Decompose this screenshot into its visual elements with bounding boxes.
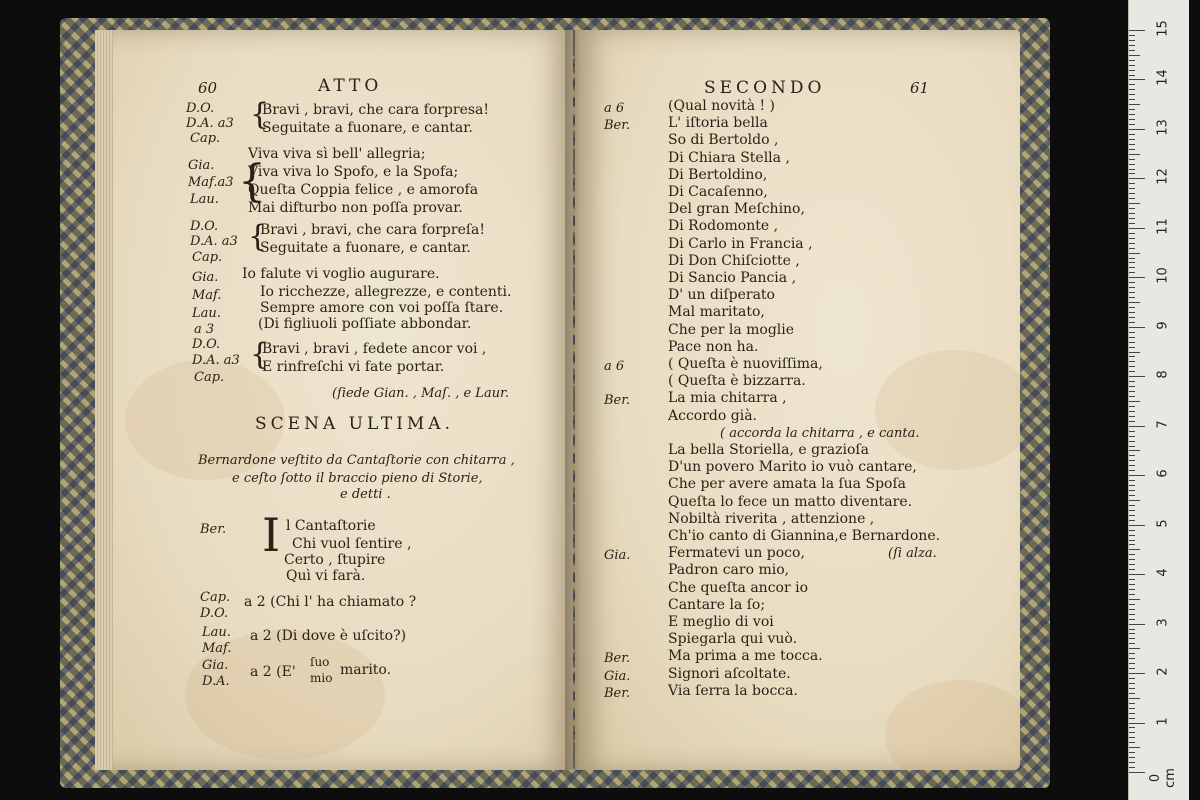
ruler-tick (1129, 549, 1140, 550)
ruler-tick (1129, 446, 1135, 447)
ruler-tick (1129, 154, 1140, 155)
left-page-number: 60 (198, 79, 218, 97)
verse-line: marito. (340, 662, 392, 678)
verse-line: ( accorda la chitarra , e canta. (720, 425, 920, 441)
speaker-label: Maf. (202, 641, 232, 656)
ruler-tick (1129, 485, 1135, 486)
verse-line: Bravi , bravi , fedete ancor voi , (262, 341, 487, 357)
ruler-tick (1129, 65, 1135, 66)
ruler-tick (1129, 178, 1145, 179)
book-gutter (565, 30, 581, 770)
ruler-tick (1129, 752, 1135, 753)
stage-direction: (ſiede Gian. , Maſ. , e Laur. (332, 386, 509, 401)
speaker-label: Maf. (192, 288, 222, 303)
ruler-tick (1129, 396, 1135, 397)
speaker-label: Gia. (202, 658, 229, 673)
ruler-tick (1129, 258, 1135, 259)
ruler-tick (1129, 104, 1140, 105)
verse-line: Di Chiara Stella , (668, 149, 790, 166)
verse-line: Viva viva lo Spofo, e la Spofa; (248, 164, 459, 180)
speaker-label: Gia. (604, 668, 631, 684)
ruler-tick (1129, 371, 1135, 372)
speaker-label: Gia. (192, 270, 219, 285)
verse-line: Di Rodomonte , (668, 218, 779, 235)
ruler-tick (1129, 604, 1135, 605)
speaker-label: Lau. (190, 192, 219, 207)
verse-line: Che per avere amata la ſua Spoſa (668, 476, 906, 493)
ruler-tick (1129, 312, 1135, 313)
ruler-tick (1129, 436, 1135, 437)
ruler-tick (1129, 599, 1140, 600)
ruler-tick (1129, 164, 1135, 165)
ruler-tick (1129, 386, 1135, 387)
ruler-tick (1129, 609, 1135, 610)
ruler-tick (1129, 332, 1135, 333)
ruler-tick (1129, 99, 1135, 100)
ruler-tick (1129, 327, 1145, 328)
verse-line: Che queſta ancor io (668, 579, 809, 596)
ruler-tick (1129, 317, 1135, 318)
ruler-tick (1129, 307, 1135, 308)
ruler-tick (1129, 530, 1135, 531)
ruler-tick (1129, 342, 1135, 343)
verse-line: Padron caro mio, (668, 562, 790, 579)
speaker-label: Maf.a3 (188, 175, 234, 190)
speaker-label: D.A. a3 (190, 234, 238, 249)
ruler-tick (1129, 114, 1135, 115)
ruler-tick (1129, 465, 1135, 466)
ruler-tick (1129, 361, 1135, 362)
ruler-label: 6 (1155, 469, 1171, 478)
speaker-label: Cap. (192, 250, 223, 265)
ruler-tick (1129, 203, 1140, 204)
ruler-tick (1129, 589, 1135, 590)
verse-line: a 2 (E' (250, 664, 296, 680)
ruler-tick (1129, 272, 1135, 273)
speaker-label: D.A. (202, 674, 230, 689)
speaker-label: Ber. (200, 522, 227, 537)
speaker-label: Lau. (192, 306, 221, 321)
speaker-label: Ber. (604, 118, 631, 134)
speaker-label: D.O. (200, 606, 229, 621)
verse-line: D'un povero Marito io vuò cantare, (668, 459, 917, 476)
speaker-label: D.O. (190, 219, 219, 234)
ruler-label: 12 (1155, 168, 1171, 186)
verse-line: Io ricchezze, allegrezze, e contenti. (260, 284, 512, 300)
verse-line: (Di figliuoli poſſiate abbondar. (258, 316, 472, 332)
ruler-tick (1129, 668, 1135, 669)
ruler-tick (1129, 757, 1135, 758)
ruler-tick (1129, 480, 1135, 481)
ruler-tick (1129, 678, 1135, 679)
verse-line: Di Don Chiſciotte , (668, 252, 800, 269)
ruler-tick (1129, 470, 1135, 471)
speaker-label: Lau. (202, 625, 231, 640)
ruler-tick (1129, 658, 1135, 659)
ruler-tick (1129, 693, 1135, 694)
ruler-tick (1129, 515, 1135, 516)
speaker-label: Ber. (604, 651, 631, 667)
page-edges (95, 30, 113, 770)
ruler-tick (1129, 713, 1135, 714)
ruler-tick (1129, 559, 1135, 560)
ruler-tick (1129, 89, 1135, 90)
verse-line: Seguitate a fuonare, e cantar. (260, 240, 471, 256)
ruler-label: 1 (1155, 716, 1171, 726)
ruler-tick (1129, 119, 1135, 120)
ruler-tick (1129, 495, 1135, 496)
ruler-tick (1129, 352, 1140, 353)
ruler-tick (1129, 30, 1145, 31)
verse-line: l Cantaſtorie (286, 518, 376, 534)
ruler-tick (1129, 564, 1135, 565)
ruler-tick (1129, 708, 1135, 709)
ruler-tick (1129, 544, 1135, 545)
ruler-tick (1129, 688, 1135, 689)
ruler-tick (1129, 673, 1145, 674)
drop-cap: I (262, 508, 281, 562)
ruler-tick (1129, 79, 1145, 80)
verse-line: Che per la moglie (668, 321, 795, 338)
ruler-tick (1129, 238, 1135, 239)
ruler-tick (1129, 124, 1135, 125)
ruler-tick (1129, 134, 1135, 135)
ruler-tick (1129, 619, 1135, 620)
scene-description: Bernardone veſtito da Cantaſtorie con chitarra , (198, 453, 515, 468)
ruler-tick (1129, 554, 1135, 555)
ruler-tick (1129, 505, 1135, 506)
verse-line: (Qual novità ! ) (668, 98, 776, 114)
ruler-tick (1129, 282, 1135, 283)
ruler-tick (1129, 727, 1135, 728)
scene-title: SCENA ULTIMA. (255, 414, 454, 434)
verse-line: Queſta Coppia felice , e amorofa (248, 182, 479, 198)
verse-line: D' un diſperato (668, 287, 775, 304)
ruler-tick (1129, 416, 1135, 417)
ruler-tick (1129, 183, 1135, 184)
ruler-tick (1129, 347, 1135, 348)
verse-line: La bella Storiella, e grazioſa (668, 442, 869, 458)
verse-line: E meglio di voi (668, 614, 774, 630)
ruler-label: 3 (1155, 617, 1171, 627)
verse-line: Sempre amore con voi poſſa ſtare. (260, 300, 504, 316)
ruler-label: 11 (1155, 218, 1171, 235)
ruler-tick (1129, 450, 1140, 451)
ruler-tick (1129, 648, 1140, 649)
verse-line: Io falute vi voglio augurare. (242, 266, 440, 282)
ruler-tick (1129, 381, 1135, 382)
ruler-tick (1129, 574, 1145, 575)
ruler-tick (1129, 614, 1135, 615)
brace: { (250, 337, 270, 372)
verse-line: ( Queſta è bizzarra. (668, 373, 806, 390)
ruler-tick (1129, 723, 1145, 724)
verse-line: Nobiltà riverita , attenzione , (668, 510, 875, 527)
verse-line: La mia chitarra , (668, 390, 787, 407)
ruler-tick (1129, 243, 1135, 244)
ruler-tick (1129, 129, 1145, 130)
scene-description: e ceſto ſotto il braccio pieno di Storie, (232, 471, 483, 486)
verse-line: So di Bertoldo , (668, 132, 779, 149)
verse-line: Ch'io canto di Giannina,e Bernardone. (668, 528, 941, 544)
ruler-tick (1129, 173, 1135, 174)
ruler-label: 9 (1155, 321, 1171, 330)
verse-line: Cantare la ſo; (668, 596, 766, 613)
ruler-tick (1129, 638, 1135, 639)
ruler-tick (1129, 139, 1135, 140)
scene-description: e detti . (340, 487, 391, 502)
verse-line: Signori aſcoltate. (668, 665, 791, 682)
verse-line: Accordo già. (668, 407, 757, 424)
ruler-tick (1129, 376, 1145, 377)
ruler-tick (1129, 401, 1140, 402)
speaker-label: a 6 (604, 101, 625, 116)
speaker-label: Ber. (604, 685, 631, 701)
ruler-tick (1129, 718, 1135, 719)
ruler-tick (1129, 475, 1145, 476)
speaker-label: a 6 (604, 359, 625, 374)
verse-line: Chi vuol ſentire , (292, 536, 412, 552)
ruler-label: 5 (1155, 519, 1171, 528)
ruler-tick (1129, 213, 1135, 214)
ruler-tick (1129, 737, 1135, 738)
ruler-label: 14 (1155, 69, 1171, 87)
ruler-tick (1129, 703, 1135, 704)
left-running-header: ATTO (318, 76, 383, 96)
ruler-tick (1129, 569, 1135, 570)
ruler-tick (1129, 253, 1140, 254)
ruler-tick (1129, 762, 1135, 763)
ruler-label: 7 (1155, 420, 1171, 429)
ruler-tick (1129, 490, 1135, 491)
ruler-tick (1129, 302, 1140, 303)
verse-line: Bravi , bravi, che cara forpresa! (262, 102, 490, 118)
speaker-label: Cap. (200, 590, 231, 605)
ruler-tick (1129, 455, 1135, 456)
ruler-tick (1129, 169, 1135, 170)
ruler-tick (1129, 510, 1135, 511)
ruler-tick (1129, 594, 1135, 595)
ruler-tick (1129, 109, 1135, 110)
ruler-tick (1129, 193, 1135, 194)
ruler-tick (1129, 747, 1140, 748)
ruler-tick (1129, 70, 1135, 71)
verse-line: Quì vi farà. (286, 568, 366, 584)
ruler-tick (1129, 391, 1135, 392)
ruler-tick (1129, 248, 1135, 249)
ruler-tick (1129, 732, 1135, 733)
ruler-tick (1129, 188, 1135, 189)
ruler-label: 13 (1155, 119, 1171, 136)
ruler-tick (1129, 411, 1135, 412)
ruler-tick (1129, 40, 1135, 41)
ruler-tick (1129, 94, 1135, 95)
ruler-tick (1129, 45, 1135, 46)
speaker-label: D.A. a3 (192, 353, 240, 368)
verse-line: Del gran Meſchino, (668, 201, 805, 218)
ruler-tick (1129, 356, 1135, 357)
ruler-tick (1129, 75, 1135, 76)
ruler-label: 10 (1155, 267, 1171, 285)
ruler-tick (1129, 767, 1135, 768)
ruler-tick (1129, 653, 1135, 654)
ruler-tick (1129, 218, 1135, 219)
ruler-tick (1129, 223, 1135, 224)
speaker-label: Gia. (604, 548, 631, 564)
speaker-label: D.A. a3 (186, 116, 234, 131)
ruler-tick (1129, 406, 1135, 407)
verse-line: Seguitate a fuonare, e cantar. (262, 120, 473, 136)
ruler-tick (1129, 431, 1135, 432)
ruler-label: 2 (1155, 667, 1171, 676)
brace: { (238, 156, 266, 207)
verse-line: Di Sancio Pancia , (668, 270, 797, 286)
verse-line: Mai difturbo non poſſa provar. (248, 200, 463, 216)
verse-line: Fermatevi un poco, (668, 545, 805, 562)
ruler-tick (1129, 500, 1140, 501)
verse-alternative: mio (310, 671, 333, 685)
speaker-label: Cap. (194, 370, 225, 385)
ruler-tick (1129, 584, 1135, 585)
right-page-number: 61 (910, 79, 930, 97)
speaker-label: D.O. (186, 101, 215, 116)
ruler-tick (1129, 208, 1135, 209)
verse-line: a 2 (Chi l' ha chiamato ? (244, 594, 417, 610)
verse-line: Certo , ſtupire (284, 552, 386, 568)
ruler-tick (1129, 426, 1145, 427)
ruler-tick (1129, 159, 1135, 160)
ruler-tick (1129, 525, 1145, 526)
ruler-tick (1129, 624, 1145, 625)
ruler-label: 4 (1155, 568, 1171, 577)
verse-line: Pace non ha. (668, 338, 759, 355)
ruler-tick (1129, 198, 1135, 199)
verse-line: Viva viva sì bell' allegria; (248, 146, 426, 162)
ruler-tick (1129, 520, 1135, 521)
ruler-tick (1129, 460, 1135, 461)
ruler-tick (1129, 322, 1135, 323)
brace: { (248, 219, 268, 254)
verse-line: E rinfreſchi vi fate portar. (262, 359, 445, 375)
brace: { (250, 97, 270, 132)
ruler-tick (1129, 683, 1135, 684)
ruler-tick (1129, 663, 1135, 664)
ruler-label: 8 (1155, 370, 1171, 379)
verse-line: Ma prima a me tocca. (668, 648, 823, 665)
ruler-tick (1129, 441, 1135, 442)
ruler-tick (1129, 287, 1135, 288)
verse-line: a 2 (Di dove è uſcito?) (250, 628, 407, 644)
ruler-tick (1129, 337, 1135, 338)
speaker-label: Cap. (190, 131, 221, 146)
ruler-tick (1129, 267, 1135, 268)
ruler-label: 15 (1155, 20, 1171, 37)
ruler-tick (1129, 698, 1140, 699)
ruler-tick (1129, 772, 1145, 773)
ruler-tick (1129, 55, 1140, 56)
verse-line: Mal maritato, (668, 304, 765, 321)
ruler-tick (1129, 149, 1135, 150)
right-running-header: SECONDO (704, 78, 826, 98)
ruler-tick (1129, 633, 1135, 634)
ruler-tick (1129, 144, 1135, 145)
ruler-tick (1129, 540, 1135, 541)
verse-line: Di Carlo in Francia , (668, 235, 813, 252)
ruler-tick (1129, 421, 1135, 422)
ruler-tick (1129, 262, 1135, 263)
ruler-tick (1129, 50, 1135, 51)
ruler-tick (1129, 228, 1145, 229)
verse-line: L' iſtoria bella (668, 115, 768, 132)
ruler-tick (1129, 297, 1135, 298)
ruler-label: 0 cm (1148, 768, 1178, 788)
speaker-label: Gia. (188, 158, 215, 173)
ruler-tick (1129, 277, 1145, 278)
ruler-tick (1129, 233, 1135, 234)
verse-line: Di Cacaſenno, (668, 184, 768, 200)
ruler-tick (1129, 579, 1135, 580)
measurement-ruler (1128, 0, 1189, 800)
verse-alternative: ſuo (310, 655, 330, 669)
ruler-tick (1129, 535, 1135, 536)
ruler-tick (1129, 60, 1135, 61)
verse-line: Queſta lo fece un matto diventare. (668, 493, 913, 510)
speaker-label: D.O. (192, 337, 221, 352)
stage-direction: (ſi alza. (888, 546, 937, 562)
ruler-tick (1129, 742, 1135, 743)
ruler-tick (1129, 84, 1135, 85)
speaker-label: a 3 (194, 322, 215, 337)
verse-line: Spiegarla qui vuò. (668, 631, 798, 648)
speaker-label: Ber. (604, 393, 631, 409)
ruler-tick (1129, 366, 1135, 367)
verse-line: Di Bertoldino, (668, 166, 768, 183)
ruler-tick (1129, 292, 1135, 293)
ruler-tick (1129, 629, 1135, 630)
verse-line: ( Queſta è nuoviſſima, (668, 356, 823, 372)
verse-line: Bravi , bravi, che cara forpreſa! (260, 222, 486, 238)
ruler-tick (1129, 643, 1135, 644)
ruler-tick (1129, 35, 1135, 36)
verse-line: Via ſerra la bocca. (668, 682, 798, 699)
